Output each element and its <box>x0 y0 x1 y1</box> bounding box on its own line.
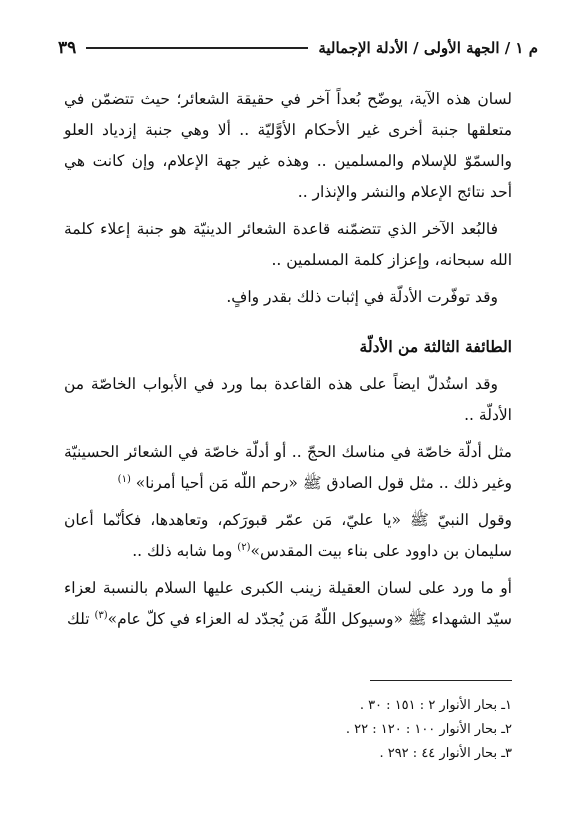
footnote: ١ـ بحار الأنوار ٢ : ١٥١ : ٣٠ . <box>359 698 512 713</box>
paragraph <box>64 369 512 431</box>
footnote-ref[interactable]: (٢) <box>237 541 251 553</box>
paragraph-text: وقد استُدلّ ايضاً على هذه القاعدة بما ورد في الأبواب الخاصّة من الأدلّة .. <box>64 375 512 424</box>
running-title: م ١ / الجهة الأولى / الأدلة الإجمالية <box>318 39 538 57</box>
footnote: ٣ـ بحار الأنوار ٤٤ : ٢٩٢ . <box>379 746 512 761</box>
footnotes <box>200 694 512 766</box>
section-heading: الطائفة الثالثة من الأدلّة <box>359 337 512 356</box>
running-header <box>58 36 538 60</box>
paragraph-tail: تلك <box>67 610 95 628</box>
paragraph <box>64 573 512 635</box>
paragraph-text: مثل أدلّة خاصّة في مناسك الحجّ .. أو أدلّة خاصّة في الشعائر الحسينيّة وغير ذلك .. مثل قول الصادق ﷺ «رحم اللّه مَن أحيا أمرنا» <box>64 443 512 492</box>
paragraph-text: أو ما ورد على لسان العقيلة زينب الكبرى عليها السلام بالنسبة لعزاء سيّد الشهداء ﷺ «وسيوكل اللّهُ مَن يُجدّد له العزاء في كلّ عام» <box>64 579 512 628</box>
paragraph <box>64 505 512 567</box>
paragraph-tail: وما شابه ذلك .. <box>132 542 238 560</box>
paragraph <box>64 437 512 499</box>
paragraph: لسان هذه الآية، يوضّح بُعداً آخر في حقيقة الشعائر؛ حيث تتضمّن في متعلقها جنبة أخرى غير الأحكام الأوَّليّة .. ألا وهي جنبة إزدياد العلو والسمّوّ للإسلام والمسلمين .. وهذه غير جهة الإعلام، وإن كانت هي أحد نتائج الإعلام والنشر والإنذار .. <box>64 90 512 201</box>
footnote-ref[interactable]: (١) <box>117 473 131 485</box>
paragraph-text: وقول النبيّ ﷺ «يا عليّ، مَن عمّر قبورَكم، وتعاهدها، فكأنّما أعان سليمان بن داوود على بناء بيت المقدس» <box>64 511 512 560</box>
paragraph: فالبُعد الآخر الذي تتضمّنه قاعدة الشعائر الدينيّة هو جنبة إعلاء كلمة الله سبحانه، وإعزاز كلمة المسلمين .. <box>64 220 512 269</box>
paragraph: وقد توفّرت الأدلّة في إثبات ذلك بقدر وافٍ. <box>226 288 498 306</box>
header-rule <box>86 47 308 49</box>
main-text <box>64 84 512 641</box>
page-number: ٣٩ <box>58 38 77 58</box>
footnote-separator <box>370 680 512 681</box>
footnote-ref[interactable]: (٣) <box>94 609 108 621</box>
footnote: ٢ـ بحار الأنوار ١٠٠ : ١٢٠ : ٢٢ . <box>345 722 512 737</box>
